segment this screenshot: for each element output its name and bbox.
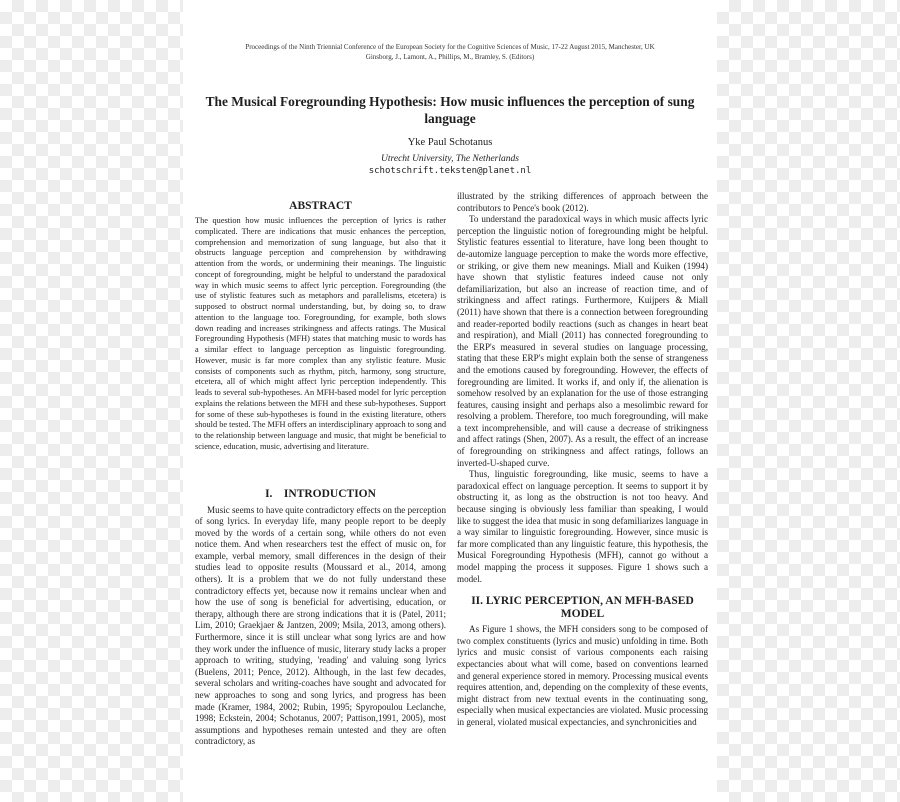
proceedings-line-2: Ginsborg, J., Lamont, A., Phillips, M., Bramley, S. (Editors) <box>365 53 535 61</box>
abstract-heading: ABSTRACT <box>289 200 352 212</box>
paper-page <box>183 0 717 802</box>
author-email: schotschrift.teksten@planet.nl <box>368 166 532 176</box>
proceedings-header <box>183 42 717 62</box>
introduction-heading: I. INTRODUCTION <box>265 487 376 500</box>
abstract-text: The question how music influences the perception of lyrics is rather complicated. There are indications that music enhances the perception, comprehension and memorization of sung language, but also that it obstructs language perception and comprehension by withdrawing attention from the words, or undermining their meanings. The linguistic concept of foregrounding, might be helpful to understand the paradoxical way in which music seems to affect lyric perception. Foregrounding (the use of stylistic features such as metaphors and parallelisms, etcetera) is supposed to obstruct normal understanding, but, by doing so, to draw attention to the language too. Foregrounding, for example, both slows down reading and increases strikingness and affects ratings. The Musical Foregrounding Hypothesis (MFH) states that matching music to words has a similar effect to language perception as linguistic foregrounding. However, music is far more complex than any stylistic feature. Music consists of components such as rhythm, pitch, harmony, song structure, etcetera, all of which might affect lyric perception independently. This leads to several sub-hypotheses. An MFH-based model for lyric perception explains the relations between the MFH and these sub-hypotheses. Support for some of these sub-hypotheses is found in the existing literature, others should be tested. The MFH offers an interdisciplinary approach to song and to the relationship between language and music, that might be beneficial to science, education, music, advertising and literature. <box>195 216 446 451</box>
introduction-paragraph: Music seems to have quite contradictory effects on the perception of song lyrics. In everyday life, many people report to be deeply moved by the words of a certain song, while others do not even notice them. And when researchers test the effect of music on, for example, verbal memory, small differences in the design of their studies lead to opposite results (Moussard et al., 2014, among others). It is a problem that we do not fully understand these contradictory effects yet, because now it remains unclear when and how the use of song is beneficial for advertising, education, or therapy, although there are strong indications that it is (Patel, 2011; Lim, 2010; Graekjaer & Jantzen, 2009; Msila, 2013, among others). Furthermore, since it is still unclear what song lyrics are and how they work under the influence of music, literary study lacks a proper approach to writing, studying, 'reading' and valuing song lyrics (Buelens, 2011; Pence, 2012). Although, in the last few decades, several scholars and writing-coaches have sought and advocated for new approaches to song and song lyrics, and progress has been made (Kramer, 1984, 2002; Rubin, 1995; Spyropoulou Leclanche, 1998; Eckstein, 2004; Schotanus, 2007; Pattison,1991, 2005), most assumptions and hypotheses remain untested and they are often contradictory, as <box>195 504 446 747</box>
author-name: Yke Paul Schotanus <box>407 137 493 148</box>
transparency-background-right <box>717 0 900 802</box>
author-affiliation: Utrecht University, The Netherlands <box>381 154 519 164</box>
proceedings-line-1: Proceedings of the Ninth Triennial Conference of the European Society for the Cognitive Sciences of Music, 17-22 August 2015, Manchester, UK <box>245 43 655 51</box>
transparency-background-left <box>0 0 183 802</box>
left-column <box>195 191 446 748</box>
continued-paragraph: illustrated by the striking differences of approach between the contributors to Pence's book (2012). <box>457 191 708 213</box>
model-paragraph: As Figure 1 shows, the MFH considers song to be composed of two complex constituents (lyrics and music) unfolding in time. Both lyrics and music consist of various components each raising expectancies about what will come, based on conventions learned and general experience stored in memory. Processing musical events requires attention, and, depending on the complexity of these events, might distract from new textual events in the continuating song, especially when musical expectancies are violated. Music processing in general, violated musical expectancies, and synchronicities and <box>457 624 708 727</box>
hypothesis-paragraph: Thus, linguistic foregrounding, like music, seems to have a paradoxical effect on language perception. It seems to support it by obstructing it, as long as the obstruction is not too heavy. And because singing is obviously less familiar than speaking, I would like to suggest the idea that music in song defamiliarizes language in a way similar to linguistic foregrounding. However, since music is far more complicated than any linguistic feature, this hypothesis, the Musical Foregrounding Hypothesis (MFH), cannot go without a model mapping the process it supposes. Figure 1 shows such a model. <box>457 469 708 584</box>
foregrounding-paragraph: To understand the paradoxical ways in which music affects lyric perception the linguistic notion of foregrounding might be helpful. Stylistic features essential to literature, have long been thought to de-automize language perception to make the words more effective, or striking, or give them new meanings. Miall and Kuiken (1994) have shown that stylistic features indeed cause not only defamiliarization, but also an increase of reaction time, and of strikingness and affect ratings. Furthermore, Kuijpers & Miall (2011) have shown that there is a connection between foregrounding and reader-reported bodily reactions (such as changes in heart beat and respiration), and Miall (2011) has connected foregrounding to the ERP's measured in several studies on language processing, stating that these ERP's might explain both the sense of strangeness and the emotions caused by foregrounding. However, the effects of foregrounding are limited. It works if, and only if, the alienation is somehow resolved by an explanation for the use of those estranging features, causing insight and perhaps also a mesolimbic reward for resolving a problem. Therefore, too much foregrounding, will make a text incomprehensible, and will cause a decrease of strikingness and affect ratings (Shen, 2007). As a result, the effect of an increase of foregrounding on strikingness and affect ratings, follows an inverted-U-shaped curve. <box>457 214 708 468</box>
section-2-heading: II. LYRIC PERCEPTION, AN MFH-BASED MODEL <box>471 595 694 621</box>
right-column <box>457 191 708 729</box>
paper-title: The Musical Foregrounding Hypothesis: How music influences the perception of sung language <box>205 94 695 126</box>
